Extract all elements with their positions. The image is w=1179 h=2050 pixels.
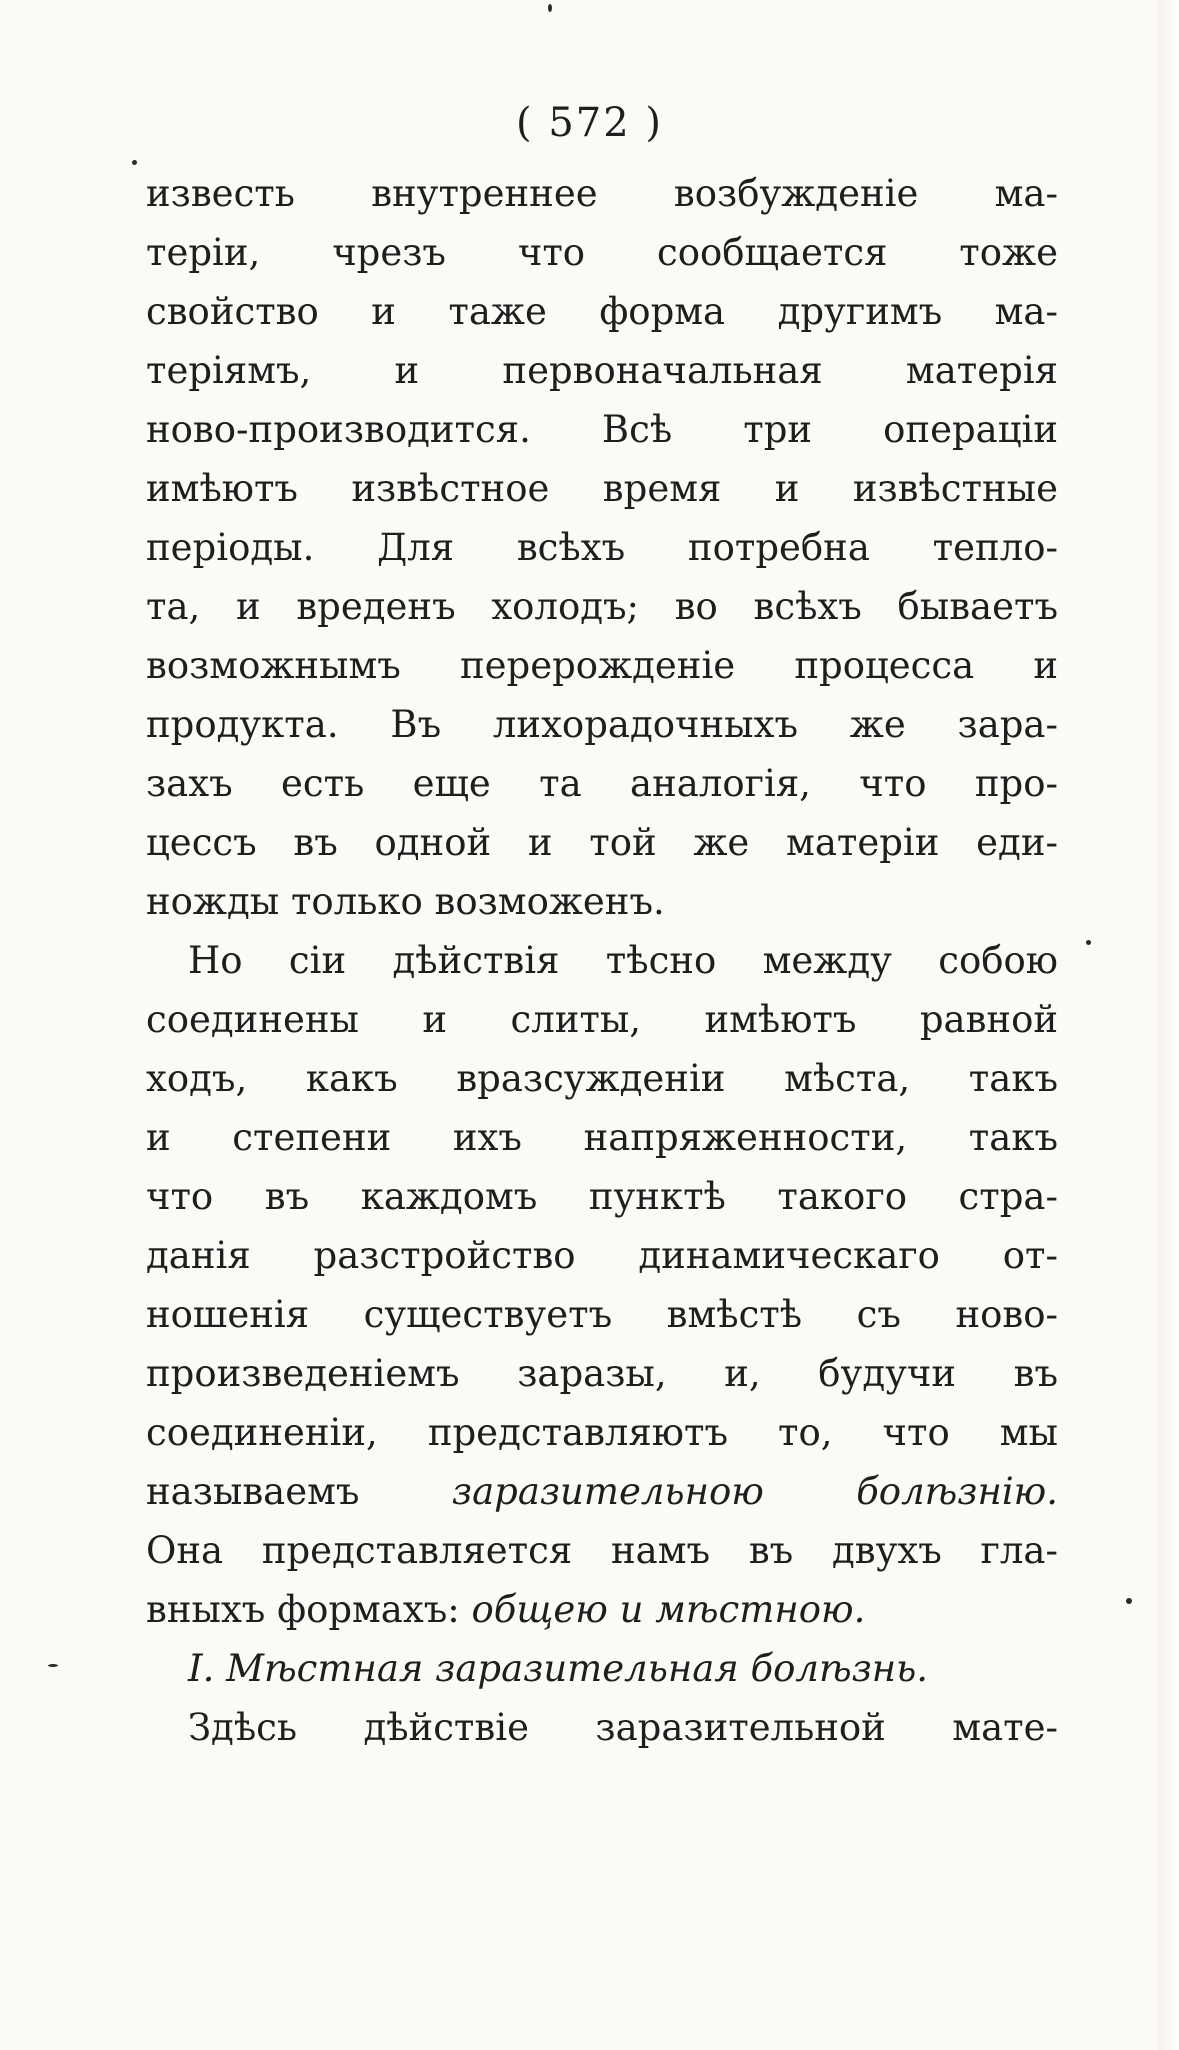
text-line: цессъ въ одной и той же матеріи еди- [146,821,1058,864]
text-line: имѣютъ извѣстное время и извѣстные [146,467,1058,510]
text-line: теріи, чрезъ что сообщается тоже [146,231,1058,274]
text-line: и степени ихъ напряженности, такъ [146,1116,1058,1159]
text-line: ножды только возможенъ. [146,880,665,923]
text-line: продукта. Въ лихорадочныхъ же зара- [146,703,1058,746]
text-line-with-emphasis [146,1462,1058,1521]
text-line: Она представляется намъ въ двухъ гла- [146,1529,1058,1572]
text-line: соединеніи, представляютъ то, что мы [146,1411,1058,1454]
ink-speck [548,4,552,12]
emphasis-text: общею и мѣстною. [471,1588,866,1631]
text-line: ношенія существуетъ вмѣстѣ съ ново- [146,1293,1058,1336]
text-line: Здѣсь дѣйствіе заразительной мате- [188,1706,1058,1749]
text-line: захъ есть еще та аналогія, что про- [146,762,1058,805]
ink-speck [132,160,137,165]
text-line: та, и вреденъ холодъ; во всѣхъ бываетъ [146,585,1058,628]
page-number: ( 572 ) [516,100,663,146]
text-line: теріямъ, и первоначальная матерія [146,349,1058,392]
page-edge-shadow [1157,0,1179,2050]
text-segment: называемъ [146,1470,360,1513]
text-line: свойство и таже форма другимъ ма- [146,290,1058,333]
text-line: ново-производится. Всѣ три операціи [146,408,1058,451]
text-line: соединены и слиты, имѣютъ равной [146,998,1058,1041]
text-line: известь внутреннее возбужденіе ма- [146,172,1058,215]
text-line: данія разстройство динамическаго от- [146,1234,1058,1277]
text-line: ходъ, какъ вразсужденіи мѣста, такъ [146,1057,1058,1100]
text-segment: вныхъ формахъ: [146,1588,460,1631]
emphasis-text: заразительною болѣзнію. [451,1470,1058,1513]
text-line: что въ каждомъ пунктѣ такого стра- [146,1175,1058,1218]
section-heading: I. Мѣстная заразительная болѣзнь. [188,1647,929,1690]
ink-speck [1126,1598,1132,1604]
text-line: періоды. Для всѣхъ потребна тепло- [146,526,1058,569]
ink-speck [1086,940,1091,945]
body-text [146,164,1058,1757]
text-line-with-emphasis [146,1580,1058,1639]
ink-speck [48,1664,58,1667]
text-line: произведеніемъ заразы, и, будучи въ [146,1352,1058,1395]
text-line: возможнымъ перерожденіе процесса и [146,644,1058,687]
text-line: Но сіи дѣйствія тѣсно между собою [188,939,1058,982]
